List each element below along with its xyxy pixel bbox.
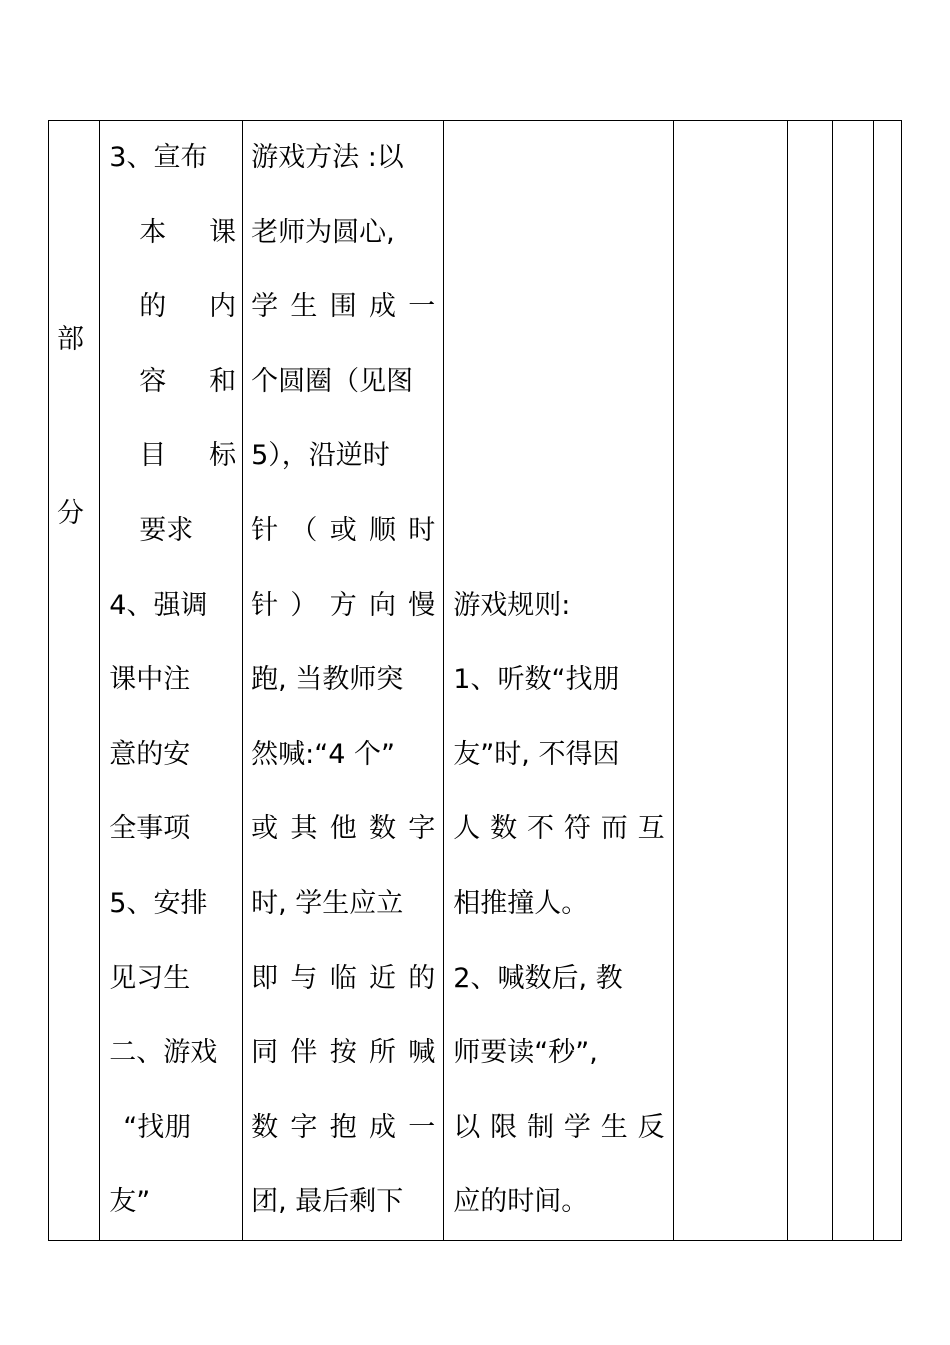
method-line: 然喊:“4 个” — [251, 738, 395, 770]
content-line: 5、安排 — [109, 887, 208, 919]
method-line: 游戏方法 :以 — [251, 142, 404, 173]
content-cell — [100, 121, 243, 1241]
rules-line — [453, 494, 664, 569]
empty-cell-8 — [873, 121, 901, 1241]
content-line: 意的安 — [109, 738, 191, 770]
method-cell — [243, 121, 444, 1241]
rules-cell — [444, 121, 673, 1241]
content-line: “找朋 — [123, 1111, 192, 1143]
content-line: 友” — [109, 1186, 151, 1218]
rules-line: 相推撞人。 — [453, 887, 589, 919]
rules-line: 2、喊数后, 教 — [453, 962, 623, 994]
content-line: 见习生 — [109, 962, 191, 994]
rules-line — [453, 121, 664, 196]
rules-lines — [453, 121, 664, 1240]
method-line: 或其他数字 — [251, 813, 436, 845]
method-line: 数字抱成一 — [251, 1111, 436, 1143]
empty-cell-6 — [788, 121, 832, 1241]
part-cell — [49, 121, 100, 1241]
content-line: 容 和 — [139, 365, 237, 397]
content-line: 二、游戏 — [109, 1037, 218, 1069]
method-line: 团, 最后剩下 — [251, 1186, 404, 1218]
method-line: 时, 学生应立 — [251, 887, 404, 919]
content-line: 要求 — [139, 514, 194, 546]
method-line: 个圆圈（见图 — [251, 365, 414, 397]
empty-cell-7 — [832, 121, 873, 1241]
rules-line: 友”时, 不得因 — [453, 738, 620, 770]
rules-line — [453, 419, 664, 494]
empty-cell-5 — [673, 121, 788, 1241]
method-line: 跑, 当教师突 — [251, 664, 404, 696]
method-line: 同伴按所喊 — [251, 1037, 436, 1069]
content-lines — [109, 121, 236, 1240]
method-line: 老师为圆心, — [251, 216, 395, 248]
rules-line: 应的时间。 — [453, 1186, 589, 1218]
lesson-plan-table — [48, 120, 902, 1241]
rules-line — [453, 196, 664, 271]
rules-line: 游戏规则: — [453, 589, 571, 621]
method-lines — [251, 121, 435, 1240]
content-line: 4、强调 — [109, 589, 208, 621]
part-char-1: 部 — [57, 324, 84, 355]
table-row — [49, 121, 902, 1241]
rules-line — [453, 270, 664, 345]
rules-line: 师要读“秒”, — [453, 1037, 598, 1069]
method-line: 5），沿逆时 — [251, 440, 390, 472]
rules-line: 以限制学生反 — [453, 1111, 665, 1143]
content-line: 的 内 — [139, 291, 237, 323]
method-line: 学生围成一 — [251, 291, 436, 323]
method-line: 即与临近的 — [251, 962, 436, 994]
rules-line: 1、听数“找朋 — [453, 664, 620, 696]
part-char-2: 分 — [57, 498, 84, 529]
content-line: 课中注 — [109, 664, 191, 696]
method-line: 针（或顺时 — [251, 514, 436, 546]
rules-line: 人数不符而互 — [453, 813, 665, 845]
method-line: 针）方向慢 — [251, 589, 436, 621]
content-line: 本 课 — [139, 216, 237, 248]
content-line: 目 标 — [139, 440, 237, 472]
rules-line — [453, 345, 664, 420]
content-line: 全事项 — [109, 813, 191, 845]
content-line: 3、宣布 — [109, 142, 208, 173]
